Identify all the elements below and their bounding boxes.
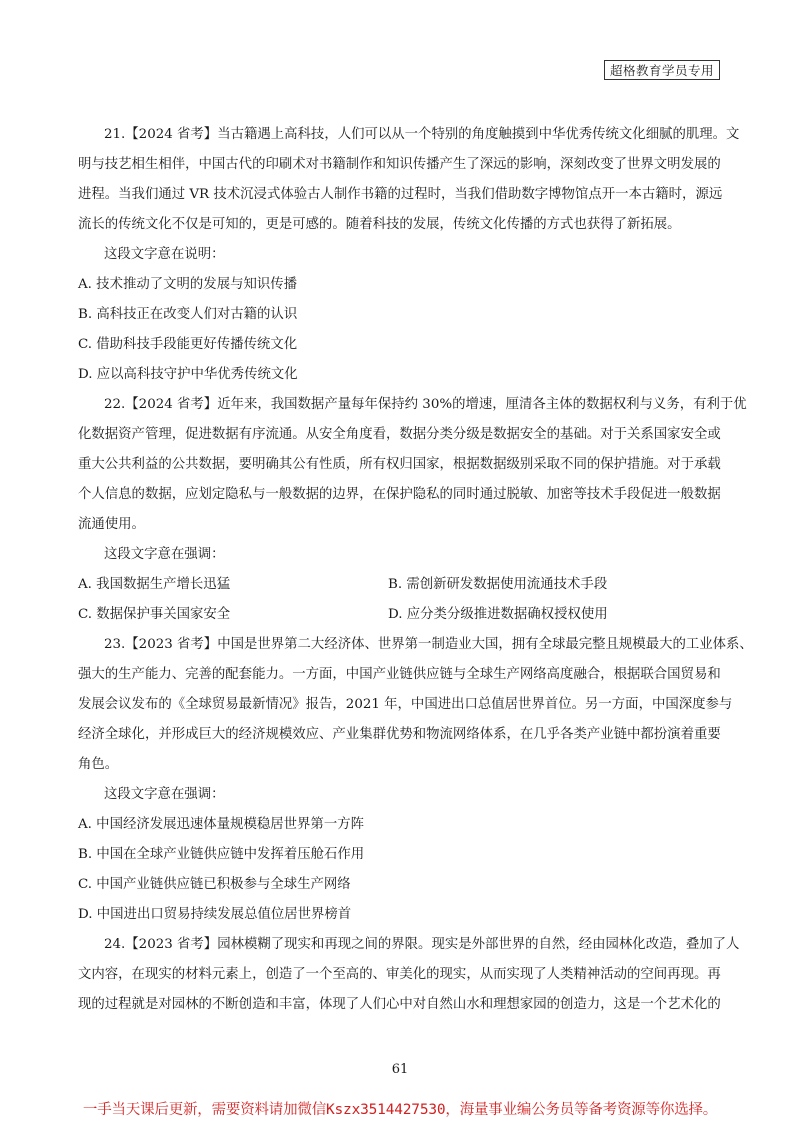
passage-line: 经济全球化，并形成巨大的经济规模效应、产业集群优势和物流网络体系，在几乎各类产业链中都扮演着重要: [78, 727, 721, 742]
passage-line: 流长的传统文化不仅是可知的，更是可感的。随着科技的发展，传统文化传播的方式也获得了新拓展。: [78, 217, 681, 232]
question-23-option-a: A. 中国经济发展迅速体量规模稳居世界第一方阵: [78, 817, 364, 832]
question-22-options-row-2: [78, 600, 724, 630]
passage-line: 24.【2023 省考】园林模糊了现实和再现之间的界限。现实是外部世界的自然，经由园林化改造，叠加了人: [104, 937, 740, 952]
passage-line: 发展会议发布的《全球贸易最新情况》报告，2021 年，中国进出口总值居世界首位。另一方面，中国深度参与: [78, 697, 733, 712]
question-24-passage: [78, 930, 740, 1020]
passage-line: 强大的生产能力、完善的配套能力。一方面，中国产业链供应链与全球生产网络高度融合，根据联合国贸易和: [78, 667, 721, 682]
passage-line: 现的过程就是对园林的不断创造和丰富，体现了人们心中对自然山水和理想家园的创造力，这是一个艺术化的: [78, 997, 721, 1012]
passage-line: 角色。: [78, 757, 119, 772]
question-22-option-a: A. 我国数据生产增长迅猛: [78, 577, 231, 592]
question-21-option-a: A. 技术推动了文明的发展与知识传播: [78, 277, 298, 292]
question-21-stem: 这段文字意在说明：: [104, 247, 225, 262]
question-21-option-b: B. 高科技正在改变人们对古籍的认识: [78, 307, 298, 322]
question-21-option-d: D. 应以高科技守护中华优秀传统文化: [78, 367, 298, 382]
passage-line: 流通使用。: [78, 517, 145, 532]
question-22-option-b: B. 需创新研发数据使用流通技术手段: [388, 577, 608, 592]
passage-line: 化数据资产管理，促进数据有序流通。从安全角度看，数据分类分级是数据安全的基础。对于关系国家安全或: [78, 427, 721, 442]
page-content: [78, 120, 753, 1020]
passage-line: 21.【2024 省考】当古籍遇上高科技，人们可以从一个特别的角度触摸到中华优秀传统文化细腻的肌理。文: [104, 127, 740, 142]
question-22-option-c: C. 数据保护事关国家安全: [78, 607, 231, 622]
question-23-stem: 这段文字意在强调：: [104, 787, 225, 802]
passage-line: 22.【2024 省考】近年来，我国数据产量每年保持约 30%的增速，厘清各主体的数据权利与义务，有利于优: [104, 397, 747, 412]
header-badge: 超格教育学员专用: [604, 60, 720, 80]
question-23-passage: [78, 630, 753, 780]
question-22-passage: [78, 390, 747, 540]
passage-line: 进程。当我们通过 VR 技术沉浸式体验古人制作书籍的过程时，当我们借助数字博物馆点开一本古籍时，源远: [78, 187, 723, 202]
question-21-passage: [78, 120, 740, 240]
passage-line: 个人信息的数据，应划定隐私与一般数据的边界，在保护隐私的同时通过脱敏、加密等技术手段促进一般数据: [78, 487, 721, 502]
question-22-stem: 这段文字意在强调：: [104, 547, 225, 562]
question-22-options-row-1: [78, 570, 724, 600]
question-22-option-d: D. 应分类分级推进数据确权授权使用: [388, 607, 608, 622]
passage-line: 重大公共利益的公共数据，要明确其公有性质，所有权归国家，根据数据级别采取不同的保护措施。对于承载: [78, 457, 721, 472]
passage-line: 文内容，在现实的材料元素上，创造了一个至高的、审美化的现实，从而实现了人类精神活动的空间再现。再: [78, 967, 721, 982]
passage-line: 23.【2023 省考】中国是世界第二大经济体、世界第一制造业大国，拥有全球最完整且规模最大的工业体系、: [104, 637, 753, 652]
page-number: 61: [391, 1062, 409, 1077]
passage-line: 明与技艺相生相伴，中国古代的印刷术对书籍制作和知识传播产生了深远的影响，深刻改变了世界文明发展的: [78, 157, 721, 172]
question-23-option-d: D. 中国进出口贸易持续发展总值位居世界榜首: [78, 907, 352, 922]
question-21-option-c: C. 借助科技手段能更好传播传统文化: [78, 337, 298, 352]
question-23-option-b: B. 中国在全球产业链供应链中发挥着压舱石作用: [78, 847, 365, 862]
footer-promo-note: 一手当天课后更新，需要资料请加微信Kszx3514427530，海量事业编公务员等备考资源等你选择。: [82, 1102, 718, 1118]
question-23-option-c: C. 中国产业链供应链已积极参与全球生产网络: [78, 877, 351, 892]
